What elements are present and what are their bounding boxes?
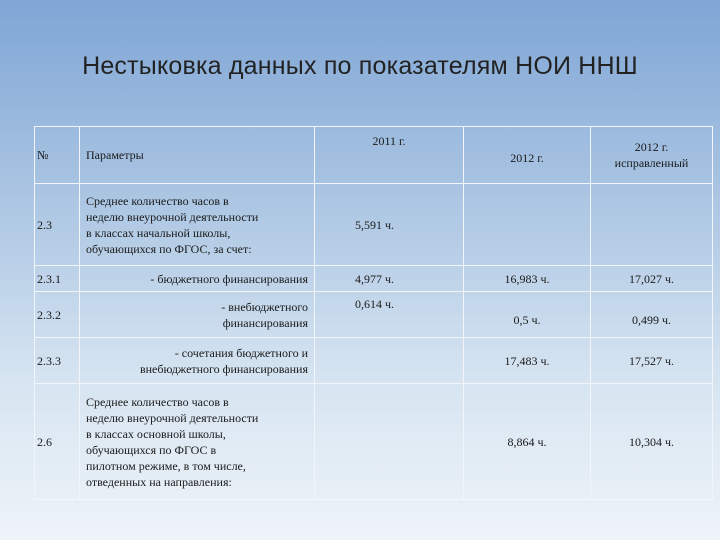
param-line: - сочетания бюджетного и: [174, 345, 308, 360]
row-param: [80, 266, 315, 292]
row-2012-corrected: [591, 184, 713, 266]
param-line: Среднее количество часов в: [86, 394, 229, 409]
row-2012-corrected: 17,527 ч.: [591, 338, 713, 384]
header-params: Параметры: [80, 127, 315, 184]
row-2012: 16,983 ч.: [464, 266, 591, 292]
param-line: отведенных на направления:: [86, 474, 232, 489]
table-header-row: [35, 127, 713, 184]
row-2012: 8,864 ч.: [464, 384, 591, 500]
param-line: - внебюджетного: [221, 299, 308, 314]
row-2011: [315, 384, 464, 500]
row-num: 2.3.2: [35, 292, 80, 338]
param-line: неделю внеурочной деятельности: [86, 410, 259, 425]
row-param: [80, 384, 315, 500]
row-2012-corrected: 0,499 ч.: [591, 292, 713, 338]
param-line: обучающихся по ФГОС, за счет:: [86, 241, 252, 256]
slide-title: Нестыковка данных по показателям НОИ ННШ: [82, 52, 638, 80]
row-2012-corrected: 17,027 ч.: [591, 266, 713, 292]
param-line: Среднее количество часов в: [86, 193, 229, 208]
header-2012-corrected-line1: 2012 г.: [634, 140, 669, 154]
row-num: 2.3.1: [35, 266, 80, 292]
row-param: [80, 184, 315, 266]
param-line: пилотном режиме, в том числе,: [86, 458, 246, 473]
param-line: неделю внеурочной деятельности: [86, 209, 259, 224]
param-line: в классах основной школы,: [86, 426, 226, 441]
param-line: обучающихся по ФГОС в: [86, 442, 217, 457]
row-2012: 17,483 ч.: [464, 338, 591, 384]
row-param: [80, 338, 315, 384]
param-line: финансирования: [222, 315, 308, 330]
row-2011: 5,591 ч.: [315, 184, 464, 266]
row-num: 2.3: [35, 184, 80, 266]
table-row: [35, 384, 713, 500]
table-row: [35, 338, 713, 384]
table-row: [35, 184, 713, 266]
header-2012: 2012 г.: [464, 127, 591, 184]
row-2012: 0,5 ч.: [464, 292, 591, 338]
row-2012: [464, 184, 591, 266]
header-2012-corrected-line2: исправленный: [614, 156, 689, 170]
row-2012-corrected: 10,304 ч.: [591, 384, 713, 500]
row-num: 2.6: [35, 384, 80, 500]
row-2011: 0,614 ч.: [315, 292, 464, 338]
param-line: - бюджетного финансирования: [150, 271, 308, 286]
row-2011: 4,977 ч.: [315, 266, 464, 292]
header-2012-corrected: [591, 127, 713, 184]
header-2011: 2011 г.: [315, 127, 464, 184]
data-table: [34, 126, 713, 500]
row-num: 2.3.3: [35, 338, 80, 384]
row-param: [80, 292, 315, 338]
param-line: в классах начальной школы,: [86, 225, 231, 240]
table-row: [35, 292, 713, 338]
param-line: внебюджетного финансирования: [139, 361, 308, 376]
table-row: [35, 266, 713, 292]
header-num: №: [35, 127, 80, 184]
row-2011: [315, 338, 464, 384]
